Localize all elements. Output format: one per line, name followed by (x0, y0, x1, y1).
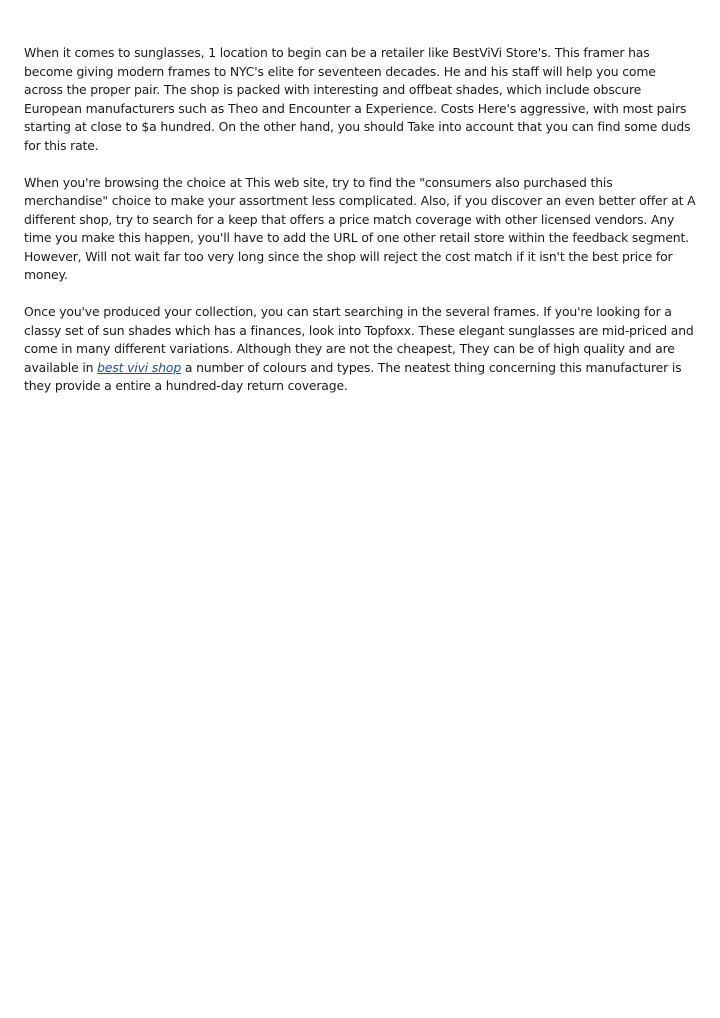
paragraph-collection-text-before: Once you've produced your collection, you can start searching in the several frames. If you're looking for a classy set of sun shades which has a finances, look into Topfoxx. These elegant sunglasses are mid-priced and come in many different variations. Although they are not the cheapest, They can be of high quality and are available in (24, 304, 694, 375)
best-vivi-shop-link[interactable]: best vivi shop (97, 359, 182, 375)
paragraph-collection-text-after: a number of colours and types. The neatest thing concerning this manufacturer is they provide a entire a hundred-day return coverage. (24, 359, 682, 393)
paragraph-collection (24, 303, 696, 396)
paragraph-sunglasses-intro: When it comes to sunglasses, 1 location to begin can be a retailer like BestViVi Store's. This framer has become giving modern frames to NYC's elite for seventeen decades. He and his staff will help you come across the proper pair. The shop is packed with interesting and offbeat shades, which include obscure European manufacturers such as Theo and Encounter a Experience. Costs Here's aggressive, with most pairs starting at close to $a hundred. On the other hand, you should Take into account that you can find some duds for this rate. (24, 45, 691, 153)
paragraph-browsing-tips: When you're browsing the choice at This web site, try to find the "consumers also purchased this merchandise" choice to make your assortment less complicated. Also, if you discover an even better offer at A different shop, try to search for a keep that offers a price match coverage with other licensed vendors. Any time you make this happen, you'll have to add the URL of one other retail store within the feedback segment. However, Will not wait far too very long since the shop will reject the cost match if it isn't the best price for money. (24, 174, 696, 282)
document-body (24, 44, 696, 414)
